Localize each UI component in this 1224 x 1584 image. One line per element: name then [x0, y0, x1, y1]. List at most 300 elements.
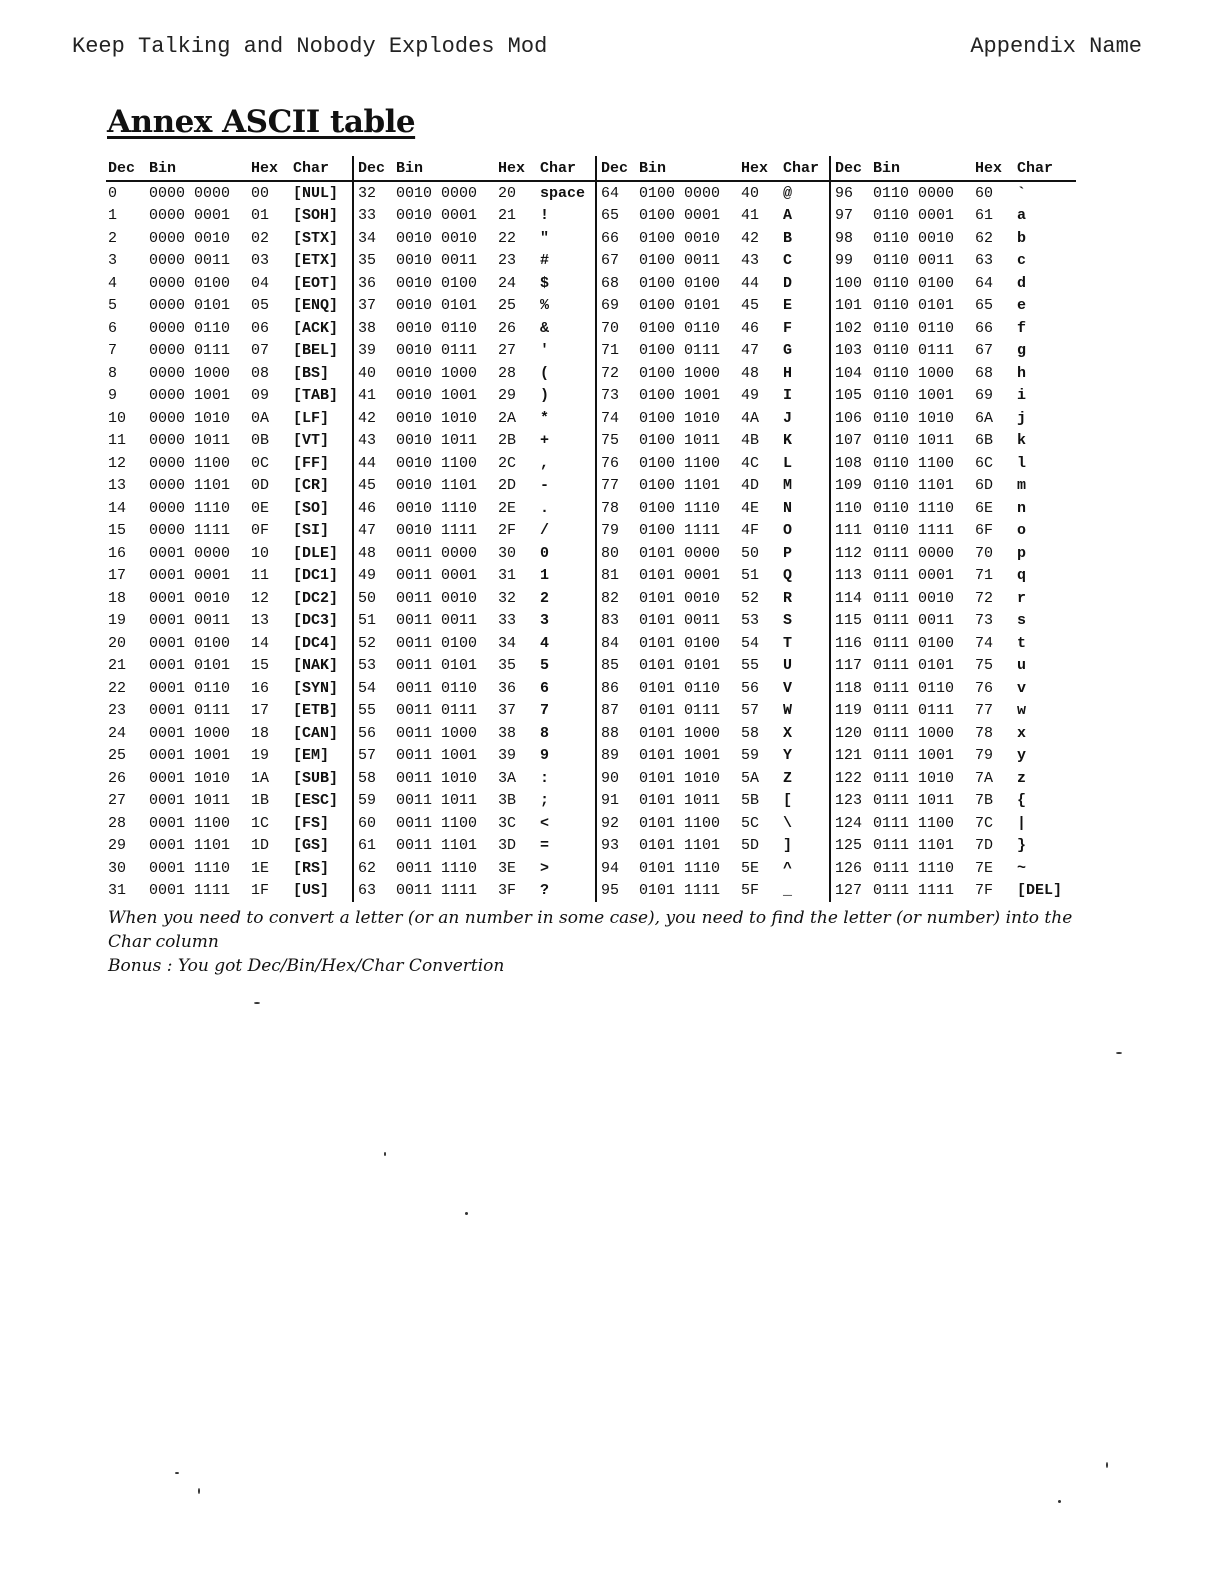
hex-cell: 67: [975, 342, 994, 360]
table-row: [106, 700, 1076, 723]
hex-cell: 08: [251, 364, 270, 382]
char-cell: [DC2]: [293, 589, 339, 607]
char-cell: x: [1017, 724, 1027, 742]
dec-cell: 14: [108, 499, 127, 517]
bin-cell: 0001 1101: [149, 837, 231, 855]
hex-cell: 76: [975, 679, 994, 697]
table-row: [106, 565, 1076, 588]
table-row: [106, 340, 1076, 363]
table-row: [106, 452, 1076, 475]
bin-cell: 0000 1110: [149, 499, 231, 517]
char-cell: W: [783, 702, 793, 720]
hex-cell: 47: [741, 342, 760, 360]
bin-cell: 0100 0101: [639, 297, 721, 315]
bin-cell: 0001 1011: [149, 792, 231, 810]
hex-cell: 75: [975, 657, 994, 675]
hex-cell: 66: [975, 319, 994, 337]
dec-cell: 89: [596, 745, 637, 768]
hex-cell: 0B: [251, 432, 270, 450]
dec-cell: 33: [353, 205, 394, 228]
char-cell: (: [540, 364, 550, 382]
hex-cell: 37: [498, 702, 517, 720]
dec-cell: 25: [108, 747, 127, 765]
char-cell: [DC4]: [293, 634, 339, 652]
char-cell: [ETX]: [293, 252, 339, 270]
bin-cell: 0001 1100: [149, 814, 231, 832]
hex-cell: 3D: [498, 837, 517, 855]
hex-cell: 45: [741, 297, 760, 315]
speck-decoration: [465, 1212, 468, 1215]
dec-cell: 71: [596, 340, 637, 363]
char-cell: w: [1017, 702, 1027, 720]
dec-cell: 77: [596, 475, 637, 498]
dec-cell: 21: [108, 657, 127, 675]
char-cell: q: [1017, 567, 1027, 585]
table-row: [106, 655, 1076, 678]
char-cell: E: [783, 297, 793, 315]
dec-cell: 69: [596, 295, 637, 318]
dec-cell: 13: [108, 477, 127, 495]
hex-cell: 01: [251, 207, 270, 225]
dec-cell: 121: [830, 745, 871, 768]
bin-cell: 0010 0110: [396, 319, 478, 337]
speck-decoration: [1116, 1052, 1122, 1054]
table-row: [106, 385, 1076, 408]
dec-cell: 108: [830, 452, 871, 475]
char-cell: t: [1017, 634, 1027, 652]
char-cell: [FF]: [293, 454, 330, 472]
char-cell: M: [783, 477, 793, 495]
hex-cell: 07: [251, 342, 270, 360]
char-cell: [SUB]: [293, 769, 339, 787]
hex-cell: 60: [975, 184, 994, 202]
bin-cell: 0011 0110: [396, 679, 478, 697]
table-row: [106, 317, 1076, 340]
hex-cell: 3E: [498, 859, 517, 877]
table-row: [106, 362, 1076, 385]
bin-cell: 0001 1110: [149, 859, 231, 877]
dec-cell: 19: [108, 612, 127, 630]
dec-cell: 95: [596, 880, 637, 903]
hex-cell: 6A: [975, 409, 994, 427]
char-cell: @: [783, 184, 793, 202]
dec-cell: 68: [596, 272, 637, 295]
char-cell: ;: [540, 792, 550, 810]
hex-cell: 15: [251, 657, 270, 675]
char-cell: [SO]: [293, 499, 330, 517]
hex-cell: 06: [251, 319, 270, 337]
dec-cell: 94: [596, 857, 637, 880]
bin-cell: 0001 1001: [149, 747, 231, 765]
dec-cell: 97: [830, 205, 871, 228]
bin-cell: 0011 1110: [396, 859, 478, 877]
bin-cell: 0010 0100: [396, 274, 478, 292]
dec-cell: 0: [108, 184, 118, 202]
hex-cell: 73: [975, 612, 994, 630]
col-header-hex: Hex: [739, 156, 781, 181]
hex-cell: 29: [498, 387, 517, 405]
bin-cell: 0111 1101: [873, 837, 955, 855]
dec-cell: 106: [830, 407, 871, 430]
char-cell: k: [1017, 432, 1027, 450]
table-row: [106, 430, 1076, 453]
char-cell: [NAK]: [293, 657, 339, 675]
bin-cell: 0010 0010: [396, 229, 478, 247]
dec-cell: 4: [108, 274, 118, 292]
bin-cell: 0111 1000: [873, 724, 955, 742]
bin-cell: 0011 1100: [396, 814, 478, 832]
dec-cell: 55: [353, 700, 394, 723]
hex-cell: 2C: [498, 454, 517, 472]
dec-cell: 90: [596, 767, 637, 790]
hex-cell: 2F: [498, 522, 517, 540]
char-cell: /: [540, 522, 550, 540]
dec-cell: 43: [353, 430, 394, 453]
dec-cell: 45: [353, 475, 394, 498]
bin-cell: 0000 1100: [149, 454, 231, 472]
dec-cell: 50: [353, 587, 394, 610]
char-cell: [LF]: [293, 409, 330, 427]
dec-cell: 65: [596, 205, 637, 228]
hex-cell: 65: [975, 297, 994, 315]
hex-cell: 46: [741, 319, 760, 337]
dec-cell: 109: [830, 475, 871, 498]
hex-cell: 48: [741, 364, 760, 382]
char-cell: `: [1017, 184, 1027, 202]
hex-cell: 43: [741, 252, 760, 270]
bin-cell: 0000 1101: [149, 477, 231, 495]
hex-cell: 72: [975, 589, 994, 607]
dec-cell: 105: [830, 385, 871, 408]
bin-cell: 0100 1111: [639, 522, 721, 540]
dec-cell: 61: [353, 835, 394, 858]
char-cell: [NUL]: [293, 184, 339, 202]
char-cell: |: [1017, 814, 1027, 832]
dec-cell: 59: [353, 790, 394, 813]
hex-cell: 28: [498, 364, 517, 382]
bin-cell: 0000 0100: [149, 274, 231, 292]
bin-cell: 0101 1011: [639, 792, 721, 810]
hex-cell: 59: [741, 747, 760, 765]
char-cell: [VT]: [293, 432, 330, 450]
col-header-char: Char: [1015, 156, 1076, 181]
char-cell: [SI]: [293, 522, 330, 540]
hex-cell: 58: [741, 724, 760, 742]
hex-cell: 4F: [741, 522, 760, 540]
bin-cell: 0111 0101: [873, 657, 955, 675]
table-row: [106, 722, 1076, 745]
bin-cell: 0001 1010: [149, 769, 231, 787]
bin-cell: 0110 0001: [873, 207, 955, 225]
dec-cell: 110: [830, 497, 871, 520]
bin-cell: 0001 0001: [149, 567, 231, 585]
hex-cell: 31: [498, 567, 517, 585]
hex-cell: 4C: [741, 454, 760, 472]
hex-cell: 44: [741, 274, 760, 292]
char-cell: 5: [540, 657, 550, 675]
char-cell: l: [1017, 454, 1027, 472]
col-header-bin: Bin: [637, 156, 739, 181]
hex-cell: 22: [498, 229, 517, 247]
bin-cell: 0111 1011: [873, 792, 955, 810]
bin-cell: 0101 1110: [639, 859, 721, 877]
table-row: [106, 542, 1076, 565]
col-header-dec: Dec: [596, 156, 637, 181]
hex-cell: 54: [741, 634, 760, 652]
dec-cell: 85: [596, 655, 637, 678]
bin-cell: 0011 1101: [396, 837, 478, 855]
bin-cell: 0101 1001: [639, 747, 721, 765]
bin-cell: 0010 0000: [396, 184, 478, 202]
char-cell: R: [783, 589, 793, 607]
bin-cell: 0000 1111: [149, 522, 231, 540]
dec-cell: 62: [353, 857, 394, 880]
hex-cell: 7F: [975, 882, 994, 900]
hex-cell: 42: [741, 229, 760, 247]
bin-cell: 0101 0001: [639, 567, 721, 585]
char-cell: &: [540, 319, 550, 337]
char-cell: 8: [540, 724, 550, 742]
dec-cell: 54: [353, 677, 394, 700]
dec-cell: 5: [108, 297, 118, 315]
char-cell: N: [783, 499, 793, 517]
char-cell: y: [1017, 747, 1027, 765]
bin-cell: 0000 0001: [149, 207, 231, 225]
bin-cell: 0100 0001: [639, 207, 721, 225]
bin-cell: 0110 1001: [873, 387, 955, 405]
dec-cell: 93: [596, 835, 637, 858]
dec-cell: 49: [353, 565, 394, 588]
hex-cell: 23: [498, 252, 517, 270]
hex-cell: 50: [741, 544, 760, 562]
char-cell: b: [1017, 229, 1027, 247]
dec-cell: 81: [596, 565, 637, 588]
dec-cell: 30: [108, 859, 127, 877]
char-cell: K: [783, 432, 793, 450]
bin-cell: 0001 0011: [149, 612, 231, 630]
char-cell: U: [783, 657, 793, 675]
table-body: [106, 181, 1076, 902]
char-cell: <: [540, 814, 550, 832]
col-header-dec: Dec: [830, 156, 871, 181]
dec-cell: 79: [596, 520, 637, 543]
bin-cell: 0111 0011: [873, 612, 955, 630]
bin-cell: 0010 1010: [396, 409, 478, 427]
dec-cell: 26: [108, 769, 127, 787]
char-cell: =: [540, 837, 550, 855]
dec-cell: 27: [108, 792, 127, 810]
hex-cell: 0F: [251, 522, 270, 540]
dec-cell: 16: [108, 544, 127, 562]
char-cell: G: [783, 342, 793, 360]
char-cell: space: [540, 184, 586, 202]
hex-cell: 7B: [975, 792, 994, 810]
table-row: [106, 745, 1076, 768]
bin-cell: 0010 1000: [396, 364, 478, 382]
bin-cell: 0010 1101: [396, 477, 478, 495]
hex-cell: 5C: [741, 814, 760, 832]
ascii-table: [106, 156, 1076, 902]
char-cell: [EOT]: [293, 274, 339, 292]
hex-cell: 3C: [498, 814, 517, 832]
bin-cell: 0000 0000: [149, 184, 231, 202]
char-cell: d: [1017, 274, 1027, 292]
speck-decoration: [198, 1488, 200, 1494]
dec-cell: 10: [108, 409, 127, 427]
hex-cell: 3B: [498, 792, 517, 810]
hex-cell: 3A: [498, 769, 517, 787]
table-row: [106, 295, 1076, 318]
bin-cell: 0101 0100: [639, 634, 721, 652]
char-cell: 1: [540, 567, 550, 585]
hex-cell: 19: [251, 747, 270, 765]
char-cell: 3: [540, 612, 550, 630]
char-cell: [CR]: [293, 477, 330, 495]
dec-cell: 84: [596, 632, 637, 655]
bin-cell: 0001 0100: [149, 634, 231, 652]
dec-cell: 78: [596, 497, 637, 520]
hex-cell: 1F: [251, 882, 270, 900]
dec-cell: 118: [830, 677, 871, 700]
hex-cell: 56: [741, 679, 760, 697]
bin-cell: 0111 1100: [873, 814, 955, 832]
char-cell: [ACK]: [293, 319, 339, 337]
bin-cell: 0110 1000: [873, 364, 955, 382]
bin-cell: 0110 1101: [873, 477, 955, 495]
char-cell: *: [540, 409, 550, 427]
col-header-bin: Bin: [147, 156, 249, 181]
char-cell: h: [1017, 364, 1027, 382]
dec-cell: 98: [830, 227, 871, 250]
dec-cell: 42: [353, 407, 394, 430]
dec-cell: 115: [830, 610, 871, 633]
col-header-hex: Hex: [496, 156, 538, 181]
hex-cell: 5F: [741, 882, 760, 900]
speck-decoration: [1058, 1500, 1061, 1503]
bin-cell: 0000 1001: [149, 387, 231, 405]
char-cell: [TAB]: [293, 387, 339, 405]
char-cell: ~: [1017, 859, 1027, 877]
char-cell: Y: [783, 747, 793, 765]
dec-cell: 6: [108, 319, 118, 337]
char-cell: v: [1017, 679, 1027, 697]
char-cell: u: [1017, 657, 1027, 675]
hex-cell: 32: [498, 589, 517, 607]
bin-cell: 0000 0101: [149, 297, 231, 315]
char-cell: \: [783, 814, 793, 832]
char-cell: }: [1017, 837, 1027, 855]
hex-cell: 24: [498, 274, 517, 292]
table-row: [106, 767, 1076, 790]
hex-cell: 6E: [975, 499, 994, 517]
char-cell: T: [783, 634, 793, 652]
bin-cell: 0010 1011: [396, 432, 478, 450]
dec-cell: 15: [108, 522, 127, 540]
hex-cell: 09: [251, 387, 270, 405]
dec-cell: 91: [596, 790, 637, 813]
dec-cell: 75: [596, 430, 637, 453]
hex-cell: 05: [251, 297, 270, 315]
char-cell: 2: [540, 589, 550, 607]
dec-cell: 1: [108, 207, 118, 225]
char-cell: I: [783, 387, 793, 405]
bin-cell: 0010 1100: [396, 454, 478, 472]
hex-cell: 12: [251, 589, 270, 607]
hex-cell: 4E: [741, 499, 760, 517]
bin-cell: 0011 1001: [396, 747, 478, 765]
dec-cell: 11: [108, 432, 127, 450]
hex-cell: 3F: [498, 882, 517, 900]
dec-cell: 41: [353, 385, 394, 408]
dec-cell: 36: [353, 272, 394, 295]
char-cell: F: [783, 319, 793, 337]
bin-cell: 0110 0111: [873, 342, 955, 360]
hex-cell: 16: [251, 679, 270, 697]
dec-cell: 72: [596, 362, 637, 385]
dec-cell: 82: [596, 587, 637, 610]
bin-cell: 0011 0111: [396, 702, 478, 720]
table-header-row: [106, 156, 1076, 181]
hex-cell: 69: [975, 387, 994, 405]
hex-cell: 7D: [975, 837, 994, 855]
char-cell: -: [540, 477, 550, 495]
hex-cell: 6F: [975, 522, 994, 540]
char-cell: L: [783, 454, 793, 472]
dec-cell: 114: [830, 587, 871, 610]
header-module-name: Keep Talking and Nobody Explodes Mod: [72, 34, 548, 59]
char-cell: [DC3]: [293, 612, 339, 630]
table-row: [106, 880, 1076, 903]
char-cell: [CAN]: [293, 724, 339, 742]
bin-cell: 0101 0010: [639, 589, 721, 607]
dec-cell: 67: [596, 250, 637, 273]
bin-cell: 0100 1010: [639, 409, 721, 427]
bin-cell: 0000 1011: [149, 432, 231, 450]
hex-cell: 41: [741, 207, 760, 225]
hex-cell: 74: [975, 634, 994, 652]
hex-cell: 1B: [251, 792, 270, 810]
col-header-dec: Dec: [106, 156, 147, 181]
char-cell: ': [540, 342, 550, 360]
char-cell: $: [540, 274, 550, 292]
char-cell: [: [783, 792, 793, 810]
table-row: [106, 857, 1076, 880]
bin-cell: 0011 0010: [396, 589, 478, 607]
bin-cell: 0011 0100: [396, 634, 478, 652]
char-cell: [BS]: [293, 364, 330, 382]
bin-cell: 0110 1100: [873, 454, 955, 472]
table-row: [106, 407, 1076, 430]
bin-cell: 0011 0101: [396, 657, 478, 675]
hex-cell: 36: [498, 679, 517, 697]
dec-cell: 24: [108, 724, 127, 742]
bin-cell: 0010 0101: [396, 297, 478, 315]
bin-cell: 0010 1110: [396, 499, 478, 517]
hex-cell: 1C: [251, 814, 270, 832]
dec-cell: 22: [108, 679, 127, 697]
dec-cell: 102: [830, 317, 871, 340]
bin-cell: 0100 0000: [639, 184, 721, 202]
bin-cell: 0010 0001: [396, 207, 478, 225]
hex-cell: 63: [975, 252, 994, 270]
dec-cell: 101: [830, 295, 871, 318]
dec-cell: 80: [596, 542, 637, 565]
hex-cell: 33: [498, 612, 517, 630]
dec-cell: 32: [353, 181, 394, 205]
char-cell: ,: [540, 454, 550, 472]
dec-cell: 8: [108, 364, 118, 382]
hex-cell: 71: [975, 567, 994, 585]
